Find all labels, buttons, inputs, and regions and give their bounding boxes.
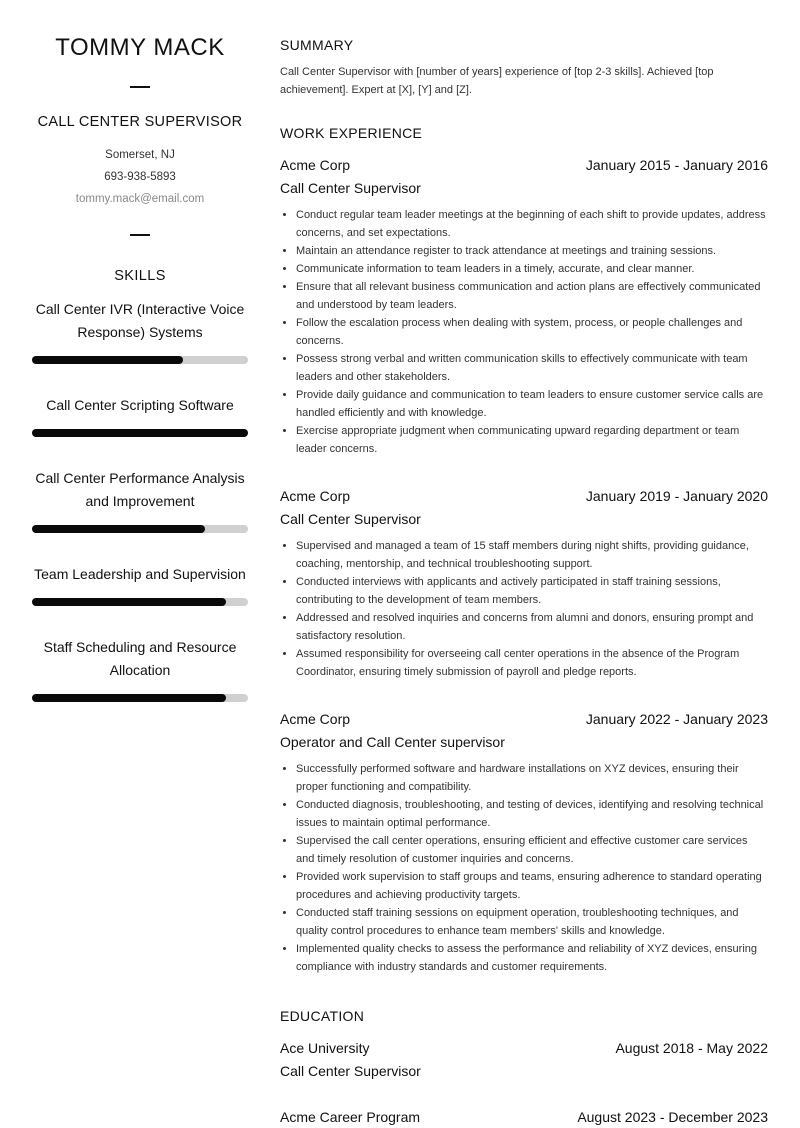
skill-level-bar — [32, 429, 248, 437]
skill-name: Team Leadership and Supervision — [34, 566, 246, 582]
job-entry — [280, 709, 768, 976]
job-bullet: • Addressed and resolved inquiries and concerns from alumni and donors, ensuring prompt and satisfactory resolution. — [296, 609, 768, 645]
education-dates: August 2023 - December 2023 — [577, 1109, 768, 1125]
skill-level-fill — [32, 598, 226, 606]
work-experience-heading: WORK EXPERIENCE — [280, 125, 423, 141]
education-entry — [280, 1107, 768, 1127]
summary-text: Call Center Supervisor with [number of years] experience of [top 2-3 skills]. Achieved [top achievement]. Expert at [X], [Y] and [Z]. — [280, 66, 714, 96]
location: Somerset, NJ — [105, 149, 175, 161]
divider — [130, 234, 150, 236]
email-link[interactable]: tommy.mack@email.com — [75, 193, 205, 205]
job-bullet: • Conducted staff training sessions on equipment operation, troubleshooting techniques, and quality control procedures to enhance team members' skills and knowledge. — [296, 904, 768, 940]
job-bullets — [280, 760, 768, 976]
skill-level-bar — [32, 598, 248, 606]
education-school: Acme Career Program — [280, 1109, 421, 1125]
job-bullet: • Conducted interviews with applicants and actively participated in staff training sessions, contributing to the development of team members. — [296, 573, 768, 609]
job-bullets — [280, 537, 768, 681]
education-heading: EDUCATION — [280, 1008, 365, 1024]
job-dates: January 2022 - January 2023 — [585, 711, 768, 727]
skill-item — [28, 394, 252, 437]
skill-name: Call Center Scripting Software — [46, 397, 234, 413]
job-bullet: • Follow the escalation process when dealing with system, process, or people challenges and concerns. — [296, 314, 768, 350]
job-bullet: • Conducted diagnosis, troubleshooting, and testing of devices, identifying and resolving technical issues to maintain optimal performance. — [296, 796, 768, 832]
job-bullet: • Supervised the call center operations, ensuring efficient and effective customer care services and timely resolution of customer inquiries and concerns. — [296, 832, 768, 868]
job-bullet: • Exercise appropriate judgment when communicating upward regarding department or team leader concerns. — [296, 422, 768, 458]
job-company: Acme Corp — [280, 157, 351, 173]
job-bullet: • Implemented quality checks to assess the performance and reliability of XYZ devices, ensuring compliance with industry standards and customer requirements. — [296, 940, 768, 976]
skill-item — [28, 636, 252, 702]
job-company: Acme Corp — [280, 711, 351, 727]
job-bullet: • Conduct regular team leader meetings at the beginning of each shift to provide updates, address concerns, and set expectations. — [296, 206, 768, 242]
job-bullet: • Communicate information to team leaders in a timely, accurate, and clear manner. — [296, 260, 768, 278]
skill-level-fill — [32, 356, 183, 364]
job-role: Operator and Call Center supervisor — [280, 734, 505, 750]
skill-item — [28, 298, 252, 364]
skill-level-bar — [32, 525, 248, 533]
main-content — [280, 0, 768, 1127]
job-bullet: • Supervised and managed a team of 15 staff members during night shifts, providing guidance, coaching, mentorship, and technical troubleshooting support. — [296, 537, 768, 573]
skill-item — [28, 467, 252, 533]
job-bullet: • Provide daily guidance and communication to team leaders to ensure customer service calls are handled efficiently and with knowledge. — [296, 386, 768, 422]
education-school: Ace University — [280, 1040, 370, 1056]
job-bullet: • Possess strong verbal and written communication skills to effectively communicate with team leaders and other stakeholders. — [296, 350, 768, 386]
job-bullets — [280, 206, 768, 458]
job-bullet: • Ensure that all relevant business communication and action plans are effectively communicated and understood by team leaders. — [296, 278, 768, 314]
sidebar — [28, 0, 252, 702]
education-entry — [280, 1038, 768, 1081]
skill-level-fill — [32, 429, 248, 437]
skill-name: Call Center Performance Analysis and Improvement — [35, 470, 245, 509]
skill-level-fill — [32, 694, 226, 702]
candidate-name: TOMMY MACK — [55, 34, 225, 61]
phone: 693-938-5893 — [104, 171, 176, 183]
job-role: Call Center Supervisor — [280, 180, 421, 196]
candidate-title: CALL CENTER SUPERVISOR — [37, 114, 243, 130]
job-entry — [280, 155, 768, 458]
job-company: Acme Corp — [280, 488, 351, 504]
skill-name: Call Center IVR (Interactive Voice Response) Systems — [35, 301, 245, 340]
job-role: Call Center Supervisor — [280, 511, 421, 527]
skill-item — [28, 563, 252, 606]
divider — [130, 86, 150, 88]
summary-heading: SUMMARY — [280, 37, 354, 53]
education-dates: August 2018 - May 2022 — [615, 1040, 768, 1056]
job-bullet: • Successfully performed software and hardware installations on XYZ devices, ensuring their proper functioning and compatibility. — [296, 760, 768, 796]
education-degree: Call Center Supervisor — [280, 1063, 421, 1079]
skill-level-bar — [32, 694, 248, 702]
skills-heading: SKILLS — [114, 268, 166, 284]
skill-level-bar — [32, 356, 248, 364]
skill-level-fill — [32, 525, 205, 533]
job-bullet: • Provided work supervision to staff groups and teams, ensuring adherence to standard operating procedures and achieving productivity targets. — [296, 868, 768, 904]
job-bullet: • Maintain an attendance register to track attendance at meetings and training sessions. — [296, 242, 768, 260]
job-bullet: • Assumed responsibility for overseeing call center operations in the absence of the Program Coordinator, ensuring timely submission of payroll and pledge reports. — [296, 645, 768, 681]
job-dates: January 2019 - January 2020 — [585, 488, 768, 504]
job-entry — [280, 486, 768, 681]
job-dates: January 2015 - January 2016 — [585, 157, 768, 173]
skill-name: Staff Scheduling and Resource Allocation — [43, 639, 237, 678]
